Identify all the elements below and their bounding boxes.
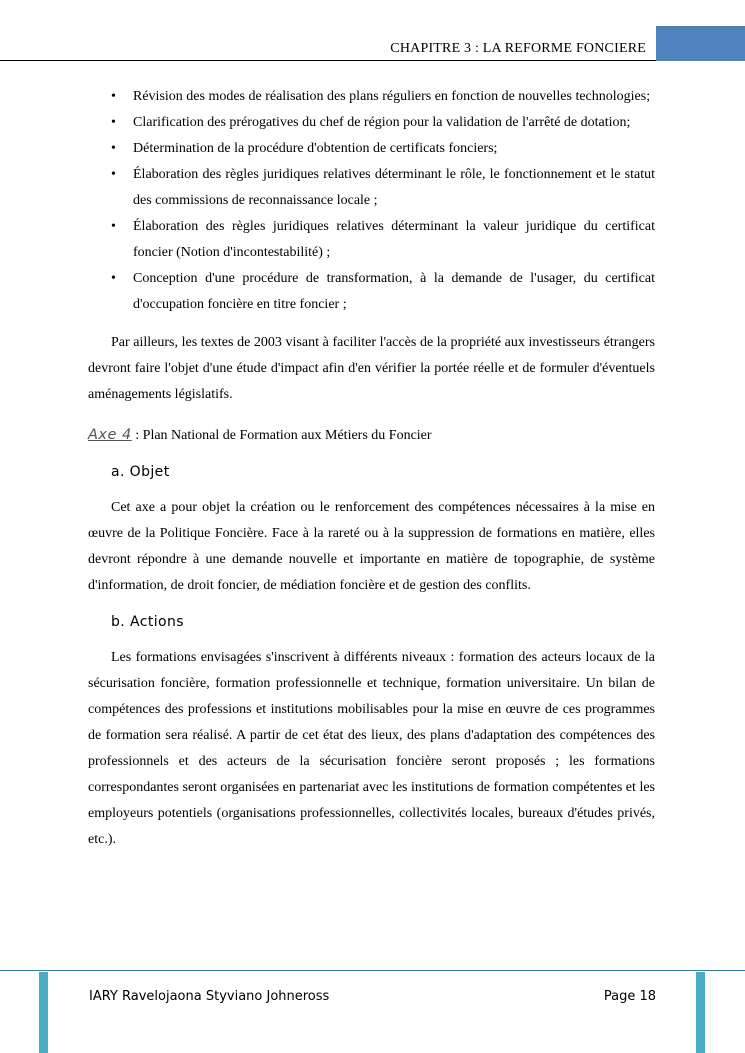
footer-accent-bar-right	[696, 972, 705, 1053]
footer-page-number: Page 18	[603, 989, 656, 1004]
footer-accent-bar-left	[39, 972, 48, 1053]
measures-list	[88, 84, 655, 318]
list-item-text: Détermination de la procédure d'obtention de certificats fonciers;	[133, 141, 498, 156]
list-item-text: Révision des modes de réalisation des plans réguliers en fonction de nouvelles technologies;	[133, 89, 651, 104]
bullet-icon: •	[111, 219, 116, 234]
header-rule	[0, 60, 656, 61]
list-item	[88, 266, 655, 318]
list-item-text: Clarification des prérogatives du chef de région pour la validation de l'arrêté de dotation;	[133, 115, 631, 130]
bullet-icon: •	[111, 271, 116, 286]
footer-author: IARY Ravelojaona Styviano Johneross	[89, 989, 330, 1004]
list-item	[88, 136, 655, 162]
axe-title: : Plan National de Formation aux Métiers du Foncier	[131, 428, 432, 443]
axe-heading	[88, 422, 655, 449]
page-content	[88, 84, 655, 853]
header-accent-block	[656, 26, 745, 61]
section-heading-actions: b. Actions	[111, 614, 184, 630]
list-item-text: Conception d'une procédure de transformation, à la demande de l'usager, du certificat d'occupation foncière en titre foncier ;	[133, 271, 655, 312]
bullet-icon: •	[111, 89, 116, 104]
list-item	[88, 162, 655, 214]
paragraph-objet: Cet axe a pour objet la création ou le renforcement des compétences nécessaires à la mise en œuvre de la Politique Foncière. Face à la rareté ou à la suppression de formations en matière, elles devront répondre à une demande nouvelle et importante en matière de topographie, de système d'information, de droit foncier, de médiation foncière et de gestion des conflits.	[88, 500, 655, 593]
section-heading-objet: a. Objet	[111, 464, 170, 480]
chapter-header-title: CHAPITRE 3 : LA REFORME FONCIERE	[390, 41, 646, 56]
axe-label: Axe 4	[88, 427, 132, 443]
list-item	[88, 110, 655, 136]
list-item	[88, 84, 655, 110]
list-item-text: Élaboration des règles juridiques relatives déterminant la valeur juridique du certificat foncier (Notion d'incontestabilité) ;	[133, 219, 655, 260]
bullet-icon: •	[111, 167, 116, 182]
bullet-icon: •	[111, 141, 116, 156]
list-item-text: Élaboration des règles juridiques relatives déterminant le rôle, le fonctionnement et le statut des commissions de reconnaissance locale ;	[133, 167, 655, 208]
list-item	[88, 214, 655, 266]
paragraph-actions: Les formations envisagées s'inscrivent à différents niveaux : formation des acteurs locaux de la sécurisation foncière, formation professionnelle et technique, formation universitaire. Un bilan de compétences des professions et institutions mobilisables pour la mise en œuvre de ces programmes de formation sera réalisé. A partir de cet état des lieux, des plans d'adaptation des compétences des professionnels et des acteurs de la sécurisation foncière seront proposés ; les formations correspondantes seront organisées en partenariat avec les institutions de formation compétentes et les employeurs potentiels (organisations professionnelles, collectivités locales, bureaux d'études privés, etc.).	[88, 650, 655, 847]
bullet-icon: •	[111, 115, 116, 130]
paragraph-textes-2003: Par ailleurs, les textes de 2003 visant à faciliter l'accès de la propriété aux investisseurs étrangers devront faire l'objet d'une étude d'impact afin d'en vérifier la portée réelle et de formuler d'éventuels aménagements législatifs.	[88, 335, 655, 402]
footer-rule	[0, 970, 745, 971]
